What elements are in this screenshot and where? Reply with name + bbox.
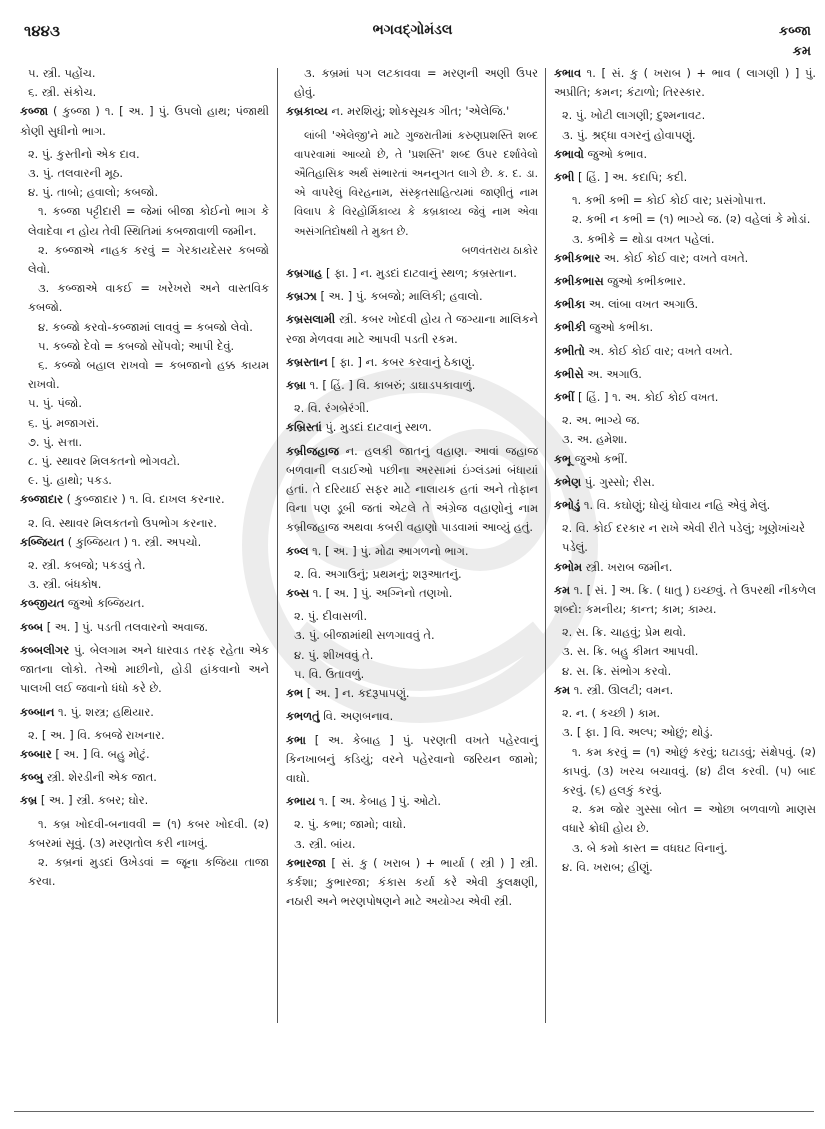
running-title: ભગવદ્ગોમંડલ xyxy=(372,22,453,38)
idiom-line: ૧. કભી કભી = કોઈ કોઈ વાર; પ્રસંગોપાત્ત. xyxy=(572,193,767,208)
idiom-line: ૫. કબ્જો દેવો = કબજો સોંપવો; આપી દેવું. xyxy=(38,338,235,353)
dictionary-entry xyxy=(554,145,816,164)
headword: કભાય xyxy=(286,794,316,809)
definition: જુઓ કભીકભાર. xyxy=(603,274,686,289)
dictionary-entry xyxy=(286,792,538,811)
sense-line: ૨. સ્ત્રી. કબજો; પકડવું તે. xyxy=(28,558,146,573)
dictionary-entry xyxy=(286,102,538,121)
bottom-rule xyxy=(14,1111,814,1112)
headword: કબ્રસલામી xyxy=(286,312,336,327)
sense-line: ૯. પું. હાથો; પકડ. xyxy=(28,473,112,488)
definition: ન. હલકી જાતનું વહાણ. આવાં જહાજ બળવાની લડાઈઓ પછીના અરસામાં ઇંગ્લંડમાં બંધાયાં હતાં. તે દરિયાઈ સફર માટે નાલાયક હતાં અને તોફાન વિના પણ ડૂબી જતાં એટલે તે અંગ્રેજ વહાણોનું નામ કબ્રીજહાજ અથવા કબરી વહાણો પાડવામાં આવ્યું હતું. xyxy=(286,443,538,535)
dictionary-entry xyxy=(20,768,269,787)
definition: ( કુબ્જાદાર ) ૧. વિ. દાખલ કરનાર. xyxy=(63,492,225,507)
definition: ન. મરશિયું; શોકસૂચક ગીત; 'એલેજિ.' xyxy=(327,104,510,119)
dictionary-entry xyxy=(554,318,816,337)
headword: કભાવ xyxy=(554,66,582,80)
headword: કભેણ xyxy=(554,474,582,489)
definition: ( કુબ્જા ) ૧. [ અ. ] પું. ઉપલો હાથ; પંજાથી કોણી સુધીનો ભાગ. xyxy=(20,104,269,138)
headword: કબ્જાદાર xyxy=(20,492,64,507)
sense-line: ૫. સ્ત્રી. પહોંચ. xyxy=(28,66,96,80)
dictionary-entry xyxy=(286,287,538,306)
definition: સ્ત્રી. કબર ખોદવી હોય તે જગ્યાના માલિકને રજા મેળવવા માટે આપવી પડતી રકમ. xyxy=(286,312,538,346)
definition: પું. મુડદાં દાટવાનું સ્થળ. xyxy=(321,420,432,435)
dictionary-entry xyxy=(20,533,269,552)
sense-line: ૩. સ. ક્રિ. બહુ કીમત આપવી. xyxy=(562,644,699,659)
definition: [ હિં. ] અ. કદાપિ; કદી. xyxy=(574,170,688,185)
definition: ( કુબ્જિયત ) ૧. સ્ત્રી. અપચો. xyxy=(64,534,202,549)
idiom-line: ૨. કભી ન કભી = (૧) ભાગ્યે જ. (૨) વહેલાં કે મોડાં. xyxy=(572,212,811,227)
definition: [ ફા. ] ન. કબર કરવાનું ઠેકાણું. xyxy=(327,354,475,369)
definition: ૧. [ સં. ] અ. ક્રિ. ( ધાતુ ) ઇચ્છવું. તે ઉપરથી નીકળેલ શબ્દો: કમનીય; કાન્ત; કામ; કામ્ય. xyxy=(554,582,816,617)
sense-line: ૫. વિ. ઉતાવળું. xyxy=(294,666,365,681)
dictionary-entry xyxy=(554,558,816,577)
dictionary-entry xyxy=(554,388,816,407)
idiom-line: ૨. કબ્રનાં મુડદાં ઉખેડવાં = જૂના કજિયા તાજા કરવા. xyxy=(28,854,269,889)
headword: કભીકા xyxy=(554,297,586,312)
headword: કબ્બાન xyxy=(20,704,55,719)
dictionary-columns xyxy=(20,64,816,1064)
definition: જુઓ કભીકા. xyxy=(585,320,654,335)
headword: કભીતો xyxy=(554,343,585,358)
dictionary-entry xyxy=(286,584,538,603)
headword: કભ xyxy=(286,686,304,701)
sense-line: ૨. પું. કુસ્તીનો એક દાવ. xyxy=(28,146,140,161)
idiom-line: ૩. કભીકે = થોડા વખત પહેલાં. xyxy=(572,231,715,246)
dictionary-entry xyxy=(286,542,538,561)
dictionary-entry xyxy=(554,342,816,361)
definition: અ. કોઈ કોઈ વાર; વખતે વખતે. xyxy=(600,250,749,265)
guide-word-last: કમ xyxy=(792,44,811,59)
headword: કબ્જિયત xyxy=(20,534,65,549)
headword: કબ્રગાહ xyxy=(286,266,323,281)
headword: કભારજા xyxy=(286,855,326,870)
dictionary-entry xyxy=(554,295,816,314)
definition: ૧. વિ. કઘોણું; ધોયું ધોવાય નહિ એવું મેલું. xyxy=(580,498,771,513)
sense-line: ૨. પું. ખોટી લાગણી; દુશ્મનાવટ. xyxy=(562,108,706,123)
sense-line: ૪. સ. ક્રિ. સંભોગ કરવો. xyxy=(562,663,672,678)
headword: કભીં xyxy=(554,390,575,405)
dictionary-entry xyxy=(554,272,816,291)
headword: કબ્બુ xyxy=(20,770,44,785)
headword: કમ xyxy=(554,682,571,697)
idiom-line: ૧. કબ્ર ખોદવી-બનાવવી = (૧) કબર ખોદવી. (૨) કબરમાં સૂવું. (૩) મરણતોલ કરી નાખવું. xyxy=(28,816,269,850)
idiom-line: ૨. કબ્જાએ નાહક કરવું = ગેરકાયદેસર કબજો લેવો. xyxy=(28,242,269,277)
headword: કભીકભાર xyxy=(554,250,601,265)
definition: [ અ. ] પું. પડતી તલવારનો અવાજ. xyxy=(43,619,208,634)
definition: જુઓ કભીં. xyxy=(571,451,628,466)
sense-line: ૨. અ. ભાગ્યે જ. xyxy=(562,413,640,428)
sense-line: ૨. [ અ. ] વિ. કબજે રાખનાર. xyxy=(28,727,165,742)
dictionary-entry xyxy=(286,442,538,538)
headword: કબ્લ xyxy=(286,543,309,558)
column-right xyxy=(550,64,816,1064)
definition: [ હિં. ] ૧. અ. કોઈ કોઈ વખત. xyxy=(574,390,719,405)
sense-line: ૬. સ્ત્રી. સંકોચ. xyxy=(28,85,97,100)
page-header xyxy=(0,0,825,64)
sense-line: ૮. પું. સ્થાવર મિલકતનો ભોગવટો. xyxy=(28,454,181,469)
sense-line: ૨. પું. દીવાસળી. xyxy=(294,609,368,624)
sense-line: ૨. વિ. કોઈ દરકાર ન રાખે એવી રીતે પડેલું; ખૂણેખાંચરે પડેલું. xyxy=(562,521,805,555)
dictionary-entry xyxy=(286,418,538,437)
headword: કભીકી xyxy=(554,320,586,335)
idiom-line: ૧. કબ્જા પટ્ટીદારી = જેમાં બીજા કોઈનો ભાગ કે લેવાદેવા ન હોય તેવી સ્થિતિમાં કબજાવાળી જમીન. xyxy=(28,204,269,238)
sense-line: ૩. પું. બીજામાંથી સળગાવવું તે. xyxy=(294,628,435,643)
headword: કબ્ર xyxy=(20,793,38,808)
headword: કબ્રા xyxy=(286,378,306,393)
definition: વિ. અણબનાવ. xyxy=(319,709,394,724)
dictionary-entry xyxy=(286,684,538,703)
dictionary-entry xyxy=(554,581,816,619)
definition: જુઓ કભાવ. xyxy=(583,146,648,161)
headword: કબ્જીયત xyxy=(20,596,65,611)
sense-line: ૩. પું. શ્રદ્ધા વગરનું હોવાપણું. xyxy=(562,127,696,142)
definition: અ. અગાઉ. xyxy=(583,366,642,381)
definition: [ અ. ] વિ. બહુ મોટું. xyxy=(51,746,150,761)
sense-line: ૪. પું. તાબો; હવાલો; કબજો. xyxy=(28,185,159,200)
sense-line: ૩. સ્ત્રી. બાંય. xyxy=(294,836,356,851)
sense-line: ૪. વિ. ખરાબ; હીણું. xyxy=(562,859,653,874)
headword: કભીકભાસ xyxy=(554,274,604,289)
definition: [ અ. ] પું. કબજો; માલિકી; હવાલો. xyxy=(316,289,483,304)
definition: ૧. [ સં. કુ ( ખરાબ ) + ભાવ ( લાગણી ) ] પું. અપ્રીતિ; કમન; કંટાળો; તિરસ્કાર. xyxy=(554,66,816,100)
definition: [ અ. ] ન. કદરૂપાપણું. xyxy=(303,686,410,701)
definition: અ. કોઈ કોઈ વાર; વખતે વખતે. xyxy=(584,343,733,358)
definition: પું. બેલગામ અને ધારવાડ તરફ રહેતા એક જાતના લોકો. તેઓ માછીનો, હોડી હાંકવાનો અને પાલખી લઈ જવાનો ધંધો કરે છે. xyxy=(20,642,269,696)
headword: કબ્બલીગર xyxy=(20,642,70,657)
dictionary-entry xyxy=(554,365,816,384)
headword: કભીસે xyxy=(554,366,584,381)
dictionary-entry xyxy=(286,854,538,912)
idiom-line: ૩. બે કમો કાસ્ત = વધઘટ વિનાનું. xyxy=(572,840,728,855)
idiom-line: ૪. કબ્જો કરવો-કબ્જામાં લાવવું = કબજો લેવો. xyxy=(38,319,253,334)
sense-line: ૬. પું. મજાગરાં. xyxy=(28,415,99,430)
column-divider xyxy=(277,68,278,1023)
idiom-line: ૬. કબ્જો બહાલ રાખવો = કબજાનો હક્ક કાયમ રાખવો. xyxy=(28,358,269,392)
headword: કબ્રિસ્તાં xyxy=(286,420,322,435)
definition: ૧. [ અ. ] પું. મોઢા આગળનો ભાગ. xyxy=(308,543,469,558)
definition: [ અ. કેબાહ ] પું. પરણતી વખતે પહેરવાનું કિનખાબનું કડિયું; વરને પહેરવાનો જરિયન જામો; વાઘો. xyxy=(286,732,538,785)
definition: [ ફા. ] ન. મુડદાં દાટવાનું સ્થળ; કબ્રસ્તાન. xyxy=(322,266,517,281)
headword: કબ્રીજહાજ xyxy=(286,443,339,458)
headword: કબ્બ xyxy=(20,619,44,634)
dictionary-entry xyxy=(554,496,816,515)
headword: કભા xyxy=(286,732,306,747)
definition: ૧. સ્ત્રી. ઊલટી; વમન. xyxy=(570,682,674,697)
dictionary-entry xyxy=(286,353,538,372)
guide-words xyxy=(779,22,811,62)
dictionary-entry xyxy=(20,594,269,613)
sense-line: ૨. પું. કભા; જામો; વાઘો. xyxy=(294,817,407,832)
column-divider xyxy=(545,68,546,1023)
headword: કભળતું xyxy=(286,709,320,724)
sense-line: ૭. પું. સત્તા. xyxy=(28,434,83,449)
headword: કભોડું xyxy=(554,498,581,513)
definition: જુઓ કબ્જિયત. xyxy=(64,596,145,611)
definition: સ્ત્રી. શેરડીની એક જાત. xyxy=(43,770,157,785)
idiom-line: ૩. કબ્જાએ વાકઈ = ખરેખરો અને વાસ્તવિક કબજો. xyxy=(28,281,269,315)
sense-line: ૩. અ. હમેશા. xyxy=(562,432,628,447)
headword: કબ્સ xyxy=(286,586,310,601)
idiom-line: ૨. કમ જોર ગુસ્સા બોત = ઓછા બળવાળો માણસ વધારે ક્રોધી હોય છે. xyxy=(562,802,816,836)
sense-line: ૫. પું. પંજો. xyxy=(28,396,82,411)
headword: કભી xyxy=(554,170,575,185)
dictionary-entry xyxy=(554,168,816,187)
definition: ૧. [ અ. કેબાહ ] પું. ઓટો. xyxy=(315,794,442,809)
column-middle xyxy=(282,64,542,1064)
sense-line: ૩. સ્ત્રી. બંધકોષ. xyxy=(28,577,102,592)
dictionary-entry xyxy=(20,703,269,722)
headword: કબ્રકાવ્ય xyxy=(286,104,328,119)
dictionary-entry xyxy=(286,731,538,789)
headword: કબ્રસ્તાન xyxy=(286,354,328,369)
sense-line: ૨. વિ. રંગબેરંગી. xyxy=(294,401,370,416)
dictionary-entry xyxy=(20,490,269,509)
sense-line: ૩. [ ફા. ] વિ. અલ્પ; ઓછું; થોડું. xyxy=(562,725,714,740)
dictionary-entry xyxy=(554,249,816,268)
column-left xyxy=(20,64,273,1064)
definition: [ અ. ] સ્ત્રી. કબર; ઘોર. xyxy=(37,793,149,808)
definition: [ સં. કુ ( ખરાબ ) + ભાર્યા ( સ્ત્રી ) ] સ્ત્રી. કર્કશા; કુભારજા; કંકાસ કર્યા કરે એવી કુલક્ષણી, નઠારી અને ભરણપોષણને માટે અયોગ્ય એવી સ્ત્રી. xyxy=(286,855,538,909)
sense-line: ૩. પું. તલવારની મૂઠ. xyxy=(28,166,124,181)
usage-note: લાંબી 'એલેજી'ને માટે ગુજરાતીમાં કરુણપ્રશસ્તિ શબ્દ વાપરવામાં આવ્યો છે, તે 'પ્રશસ્તિ' શબ્દ ઉપર દર્શાવેલો ઐતિહાસિક અર્થ સંભારતાં અનનુગત લાગે છે. ક. દ. ડા. એ વાપરેલું વિરહનામ, સંસ્કૃતસાહિત્યમાં જાણીતું નામ વિલાપ કે વિરહોર્મિકાવ્ય કે કબ્રકાવ્ય જેવું નામ એવા અસંગતિદોષથી તે મુક્ત છે. xyxy=(294,128,538,238)
headword: કબ્જા xyxy=(20,104,48,119)
headword: કભૂ xyxy=(554,451,572,466)
sense-line: ૪. પું. શીખવવું તે. xyxy=(294,647,374,662)
definition: ૧. [ અ. ] પું. અગ્નિનો તણખો. xyxy=(309,586,453,601)
headword: કબ્બાર xyxy=(20,746,52,761)
dictionary-entry xyxy=(20,791,269,810)
attribution: બળવંતરાય ઠાકોર xyxy=(461,243,538,257)
definition: અ. લાંબા વખત અગાઉ. xyxy=(585,297,699,312)
sense-line: ૨. વિ. અગાઉનું; પ્રથમનું; શરૂઆતનું. xyxy=(294,566,462,581)
dictionary-entry xyxy=(554,681,816,700)
sense-line: ૨. ન. ( કચ્છી ) કામ. xyxy=(562,706,661,721)
dictionary-entry xyxy=(20,641,269,699)
dictionary-entry xyxy=(20,745,269,764)
dictionary-entry xyxy=(286,310,538,348)
idiom-line: ૩. કબ્રમાં પગ લટકાવવા = મરણની અણી ઉપર હોવું. xyxy=(294,66,538,100)
sense-line: ૨. વિ. સ્થાવર મિલકતનો ઉપભોગ કરનાર. xyxy=(28,515,218,530)
headword: કભાવો xyxy=(554,146,584,161)
definition: પું. ગુસ્સો; રીસ. xyxy=(581,474,655,489)
guide-word-first: કબ્જા xyxy=(779,24,811,39)
dictionary-entry xyxy=(20,102,269,140)
dictionary-entry xyxy=(554,473,816,492)
page-number: ૧૪૪૩ xyxy=(24,22,60,40)
headword: કમ xyxy=(554,582,571,597)
definition: ૧. [ હિં. ] વિ. કાબરું; ડાઘાડપકાવાળું. xyxy=(305,378,476,393)
dictionary-entry xyxy=(20,618,269,637)
headword: કભોમ xyxy=(554,559,583,574)
dictionary-entry xyxy=(554,450,816,469)
dictionary-entry xyxy=(554,64,816,102)
sense-line: ૨. સ. ક્રિ. ચાહવું; પ્રેમ થવો. xyxy=(562,625,687,640)
dictionary-entry xyxy=(286,707,538,726)
dictionary-entry xyxy=(286,376,538,395)
definition: ૧. પું. શસ્ત્ર; હથિયાર. xyxy=(54,704,154,719)
definition: સ્ત્રી. ખરાબ જમીન. xyxy=(582,559,673,574)
headword: કબ્રઝા xyxy=(286,289,317,304)
idiom-line: ૧. કમ કરવું = (૧) ઓછું કરવું; ઘટાડવું; સંક્ષેપવું. (૨) કાપવું. (૩) ખરચ બચાવવું. (૪) ઢીલ કરવી. (૫) બાદ કરવું. (૬) હલકું કરવું. xyxy=(562,744,816,797)
dictionary-entry xyxy=(286,264,538,283)
